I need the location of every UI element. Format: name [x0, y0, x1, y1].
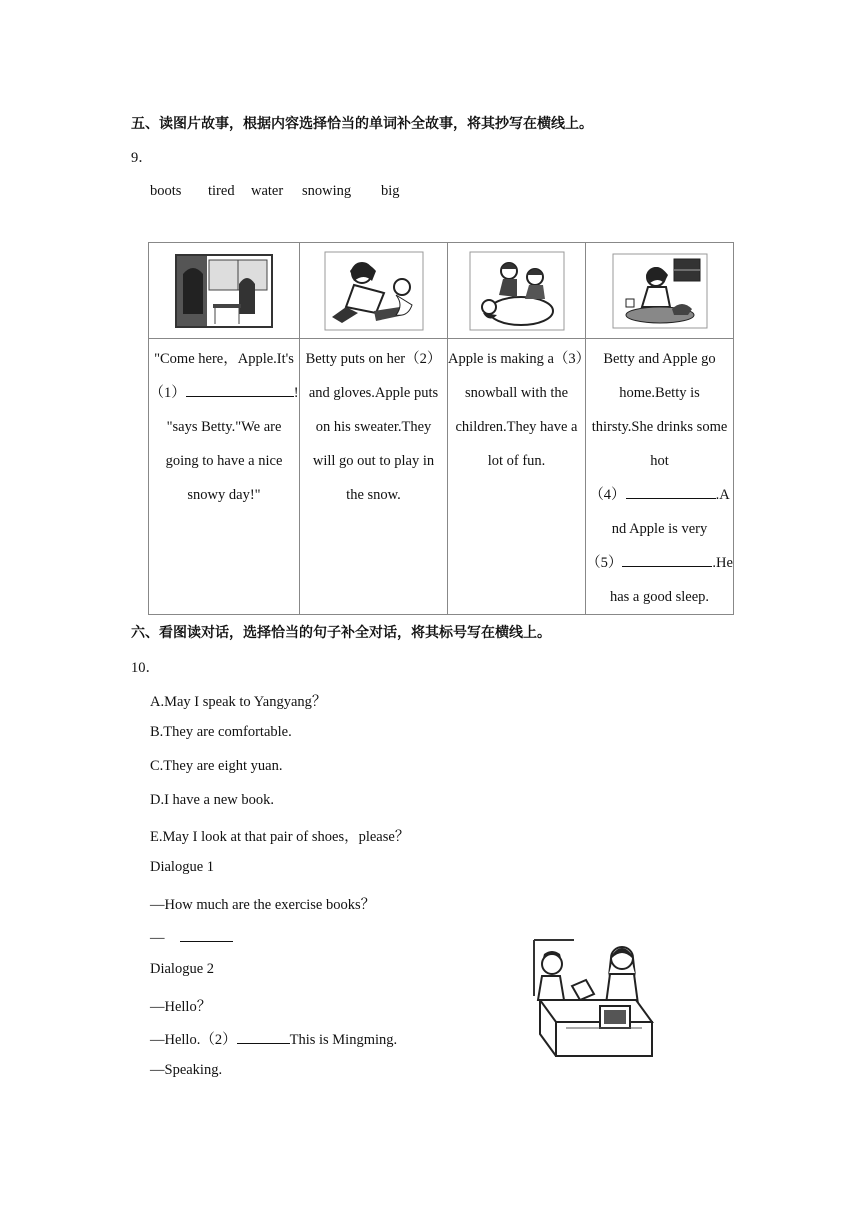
story-text-line: thirsty.She drinks some	[591, 419, 728, 435]
dialogue-1-line-2	[150, 927, 233, 947]
story-text-cell-3	[448, 339, 591, 615]
story-text-cell-4	[586, 339, 734, 615]
dialogue-2-line-1: —Hello？	[150, 999, 212, 1015]
story-text-line	[149, 376, 299, 410]
story-picture-cell	[586, 243, 734, 339]
story-text-line: lot of fun.	[487, 453, 546, 469]
betty-putting-on-boots-illustration	[324, 251, 424, 331]
story-text-line: on his sweater.They	[315, 419, 432, 435]
blank-1-label: （1）	[149, 385, 186, 401]
option-a: A.May I speak to Yangyang？	[150, 694, 327, 710]
story-text-line: Apple is making a（3）	[448, 351, 591, 367]
story-text-line: snowball with the	[464, 385, 569, 401]
story-text-line: "says Betty."We are	[166, 419, 282, 435]
story-text-line: snowy day!"	[187, 487, 261, 503]
story-text-line: home.Betty is	[619, 385, 700, 401]
dialogue-2-blank[interactable]	[237, 1029, 290, 1044]
dialogue-2-line-2-end: This is Mingming.	[289, 1032, 398, 1048]
option-d: D.I have a new book.	[150, 792, 275, 808]
story-text-line: Betty puts on her（2）	[305, 351, 442, 367]
blank-4-label: （4）	[589, 487, 626, 503]
dialogue-2-line-2-start: —Hello.（2）	[150, 1032, 237, 1048]
story-picture-cell	[300, 243, 448, 339]
option-e: E.May I look at that pair of shoes，please？	[150, 829, 410, 845]
word-bank-item: water	[251, 183, 284, 199]
blank-5-line[interactable]	[622, 552, 712, 567]
story-text-line: nd Apple is very	[611, 521, 708, 537]
blank-5-label: （5）	[586, 555, 623, 571]
dash: —	[150, 930, 165, 946]
word-bank-item: big	[381, 183, 400, 199]
story-picture-cell	[448, 243, 586, 339]
betty-at-window-illustration	[175, 254, 273, 328]
story-text-cell-2	[300, 339, 448, 615]
option-b: B.They are comfortable.	[150, 724, 292, 740]
story-text-line: going to have a nice	[165, 453, 283, 469]
story-text-line: hot	[650, 453, 669, 469]
question-9-number: 9．	[131, 150, 153, 166]
story-text-fragment: .He	[712, 555, 733, 571]
dialogue-1-title: Dialogue 1	[150, 859, 215, 875]
word-bank-item: snowing	[302, 183, 352, 199]
shop-counter-illustration	[530, 936, 658, 1060]
story-table	[148, 242, 734, 615]
dialogue-2-line-2	[150, 1028, 397, 1049]
story-text-line: has a good sleep.	[609, 589, 710, 605]
betty-drinking-illustration	[612, 253, 708, 329]
section-5-heading: 五、读图片故事，根据内容选择恰当的单词补全故事，将其抄写在横线上。	[131, 116, 593, 132]
story-text-cell-1	[149, 339, 300, 615]
dialogue-1-line-1: —How much are the exercise books？	[150, 897, 376, 913]
story-text-fragment: !	[293, 385, 299, 401]
story-text-line: and gloves.Apple puts	[308, 385, 439, 401]
blank-4-line[interactable]	[626, 484, 716, 499]
section-6-heading: 六、看图读对话，选择恰当的句子补全对话，将其标号写在横线上。	[131, 625, 551, 641]
story-text-line: children.They have a	[455, 419, 578, 435]
story-text-line	[586, 478, 733, 512]
option-c: C.They are eight yuan.	[150, 758, 283, 774]
story-text-line: Betty and Apple go	[603, 351, 716, 367]
story-text-line: will go out to play in	[312, 453, 435, 469]
making-snowball-illustration	[469, 251, 565, 331]
story-text-line: "Come here，Apple.It's	[154, 351, 294, 367]
dialogue-1-blank[interactable]	[180, 927, 233, 942]
story-text-line: the snow.	[346, 487, 401, 503]
story-picture-cell	[149, 243, 300, 339]
blank-1-line[interactable]	[186, 382, 294, 397]
dialogue-2-line-3: —Speaking.	[150, 1062, 223, 1078]
dialogue-2-title: Dialogue 2	[150, 961, 215, 977]
story-text-line	[586, 546, 733, 580]
question-10-number: 10．	[131, 660, 160, 676]
word-bank-item: tired	[208, 183, 235, 199]
story-text-fragment: .A	[715, 487, 730, 503]
word-bank-item: boots	[150, 183, 182, 199]
